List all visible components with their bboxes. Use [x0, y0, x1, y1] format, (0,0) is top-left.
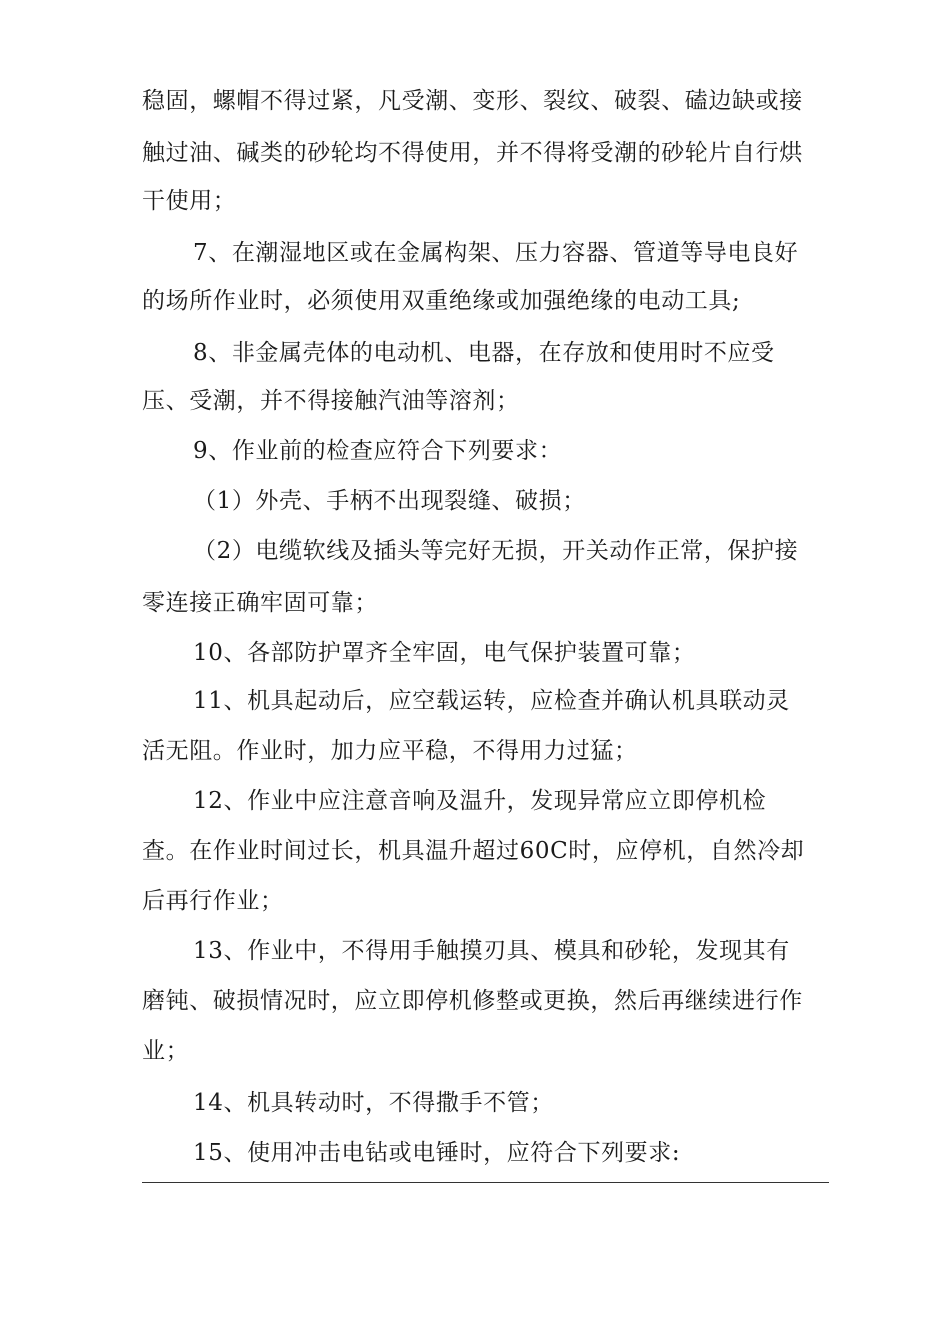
text-line: 后再行作业； [142, 888, 284, 914]
clause-13: 13、作业中，不得用手触摸刃具、模具和砂轮，发现其有 [193, 938, 790, 964]
text-line: 的场所作业时，必须使用双重绝缘或加强绝缘的电动工具; [142, 288, 741, 314]
footer-divider [142, 1182, 829, 1183]
text-line: 零连接正确牢固可靠； [142, 590, 378, 616]
text-line: 查。在作业时间过长，机具温升超过60C时，应停机，自然冷却 [142, 838, 805, 864]
clause-10: 10、各部防护罩齐全牢固，电气保护装置可靠； [193, 640, 696, 666]
clause-15: 15、使用冲击电钻或电锤时，应符合下列要求: [193, 1140, 681, 1166]
sub-item-2: （2）电缆软线及插头等完好无损，开关动作正常，保护接 [193, 538, 799, 564]
clause-14: 14、机具转动时，不得撒手不管； [193, 1090, 554, 1116]
clause-8: 8、非金属壳体的电动机、电器，在存放和使用时不应受 [193, 340, 775, 366]
clause-9: 9、作业前的检查应符合下列要求： [193, 438, 563, 464]
sub-item-1: （1）外壳、手柄不出现裂缝、破损； [193, 488, 586, 514]
text-line: 压、受潮，并不得接触汽油等溶剂； [142, 388, 520, 414]
clause-11: 11、机具起动后，应空载运转，应检查并确认机具联动灵 [193, 688, 790, 714]
clause-7: 7、在潮湿地区或在金属构架、压力容器、管道等导电良好 [193, 240, 799, 266]
text-line: 活无阻。作业时，加力应平稳，不得用力过猛； [142, 738, 638, 764]
text-line: 触过油、碱类的砂轮均不得使用，并不得将受潮的砂轮片自行烘 [142, 140, 803, 166]
text-line: 磨钝、破损情况时，应立即停机修整或更换，然后再继续进行作 [142, 988, 803, 1014]
text-line: 干使用； [142, 188, 237, 214]
text-line: 业； [142, 1038, 190, 1064]
text-line: 稳固，螺帽不得过紧，凡受潮、变形、裂纹、破裂、磕边缺或接 [142, 88, 803, 114]
clause-12: 12、作业中应注意音响及温升，发现异常应立即停机检 [193, 788, 767, 814]
